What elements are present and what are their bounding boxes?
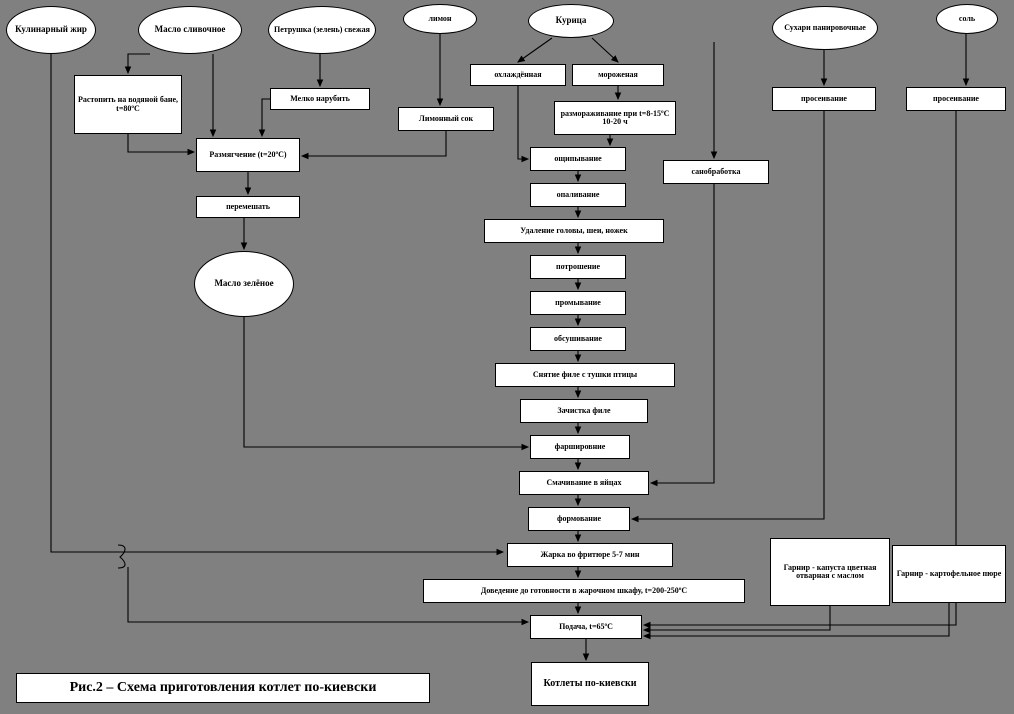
node-snyatie-file[interactable]: Снятие филе с тушки птицы (495, 363, 675, 387)
node-opalivanie[interactable]: опаливание (530, 183, 626, 207)
node-obsushivanie[interactable]: обсушивание (530, 327, 626, 351)
node-kurica[interactable]: Курица (528, 4, 614, 38)
node-farshirovanie[interactable]: фаршировние (530, 435, 630, 459)
node-peremeshat[interactable]: перемешать (196, 196, 300, 218)
node-podacha[interactable]: Подача, t=65ºС (530, 615, 642, 639)
node-limon[interactable]: лимон (403, 4, 477, 34)
node-razmorazhivanie[interactable]: размораживание при t=8-15ºС 10-20 ч (554, 101, 676, 135)
node-kulinarnyj-zhir[interactable]: Кулинарный жир (6, 6, 96, 54)
node-zachistka-file[interactable]: Зачистка филе (520, 399, 648, 423)
node-proseivanie-suhari[interactable]: просеивание (772, 87, 876, 111)
node-morozhenaya[interactable]: мороженая (572, 64, 664, 86)
node-kotlety-po-kievski[interactable]: Котлеты по-киевски (531, 662, 649, 706)
node-melko-narubit[interactable]: Мелко нарубить (270, 88, 370, 110)
node-sanobrabotka[interactable]: санобработка (663, 160, 769, 184)
node-garnir-pyure[interactable]: Гарнир - картофельное пюре (892, 545, 1006, 603)
node-rastopit[interactable]: Растопить на водяной бане, t=80ºС (74, 75, 182, 134)
figure-caption: Рис.2 – Схема приготовления котлет по-киевски (16, 673, 430, 703)
node-proseivanie-sol[interactable]: просеивание (906, 87, 1006, 111)
node-potroshenie[interactable]: потрошение (530, 255, 626, 279)
node-dovedenie-do-gotovnosti[interactable]: Доведение до готовности в жарочном шкафу, t=200-250ºС (423, 579, 745, 603)
node-petrushka[interactable]: Петрушка (зелень) свежая (268, 6, 376, 54)
node-formovanie[interactable]: формование (528, 507, 630, 531)
node-maslo-zelenoe[interactable]: Масло зелёное (194, 251, 294, 317)
node-zharka-vo-friture[interactable]: Жарка во фритюре 5-7 мин (507, 543, 673, 567)
node-sol[interactable]: соль (936, 4, 998, 34)
node-suhari[interactable]: Сухари панировочные (772, 6, 878, 50)
node-garnir-kapusta[interactable]: Гарнир - капуста цветная отварная с маслом (770, 538, 890, 606)
node-promyvanie[interactable]: промывание (530, 291, 626, 315)
node-limonnyj-sok[interactable]: Лимонный сок (398, 107, 494, 131)
node-maslo-slivochnoe[interactable]: Масло сливочное (138, 6, 242, 54)
node-udalenie-golovy[interactable]: Удаление головы, шеи, ножек (484, 219, 664, 243)
node-razmyagchenie[interactable]: Размягчение (t=20ºС) (196, 138, 300, 172)
node-ohlazhdennaya[interactable]: охлаждённая (470, 64, 566, 86)
node-oshchipyvanie[interactable]: ощипывание (530, 147, 626, 171)
node-smachivanie[interactable]: Смачивание в яйцах (519, 471, 649, 495)
